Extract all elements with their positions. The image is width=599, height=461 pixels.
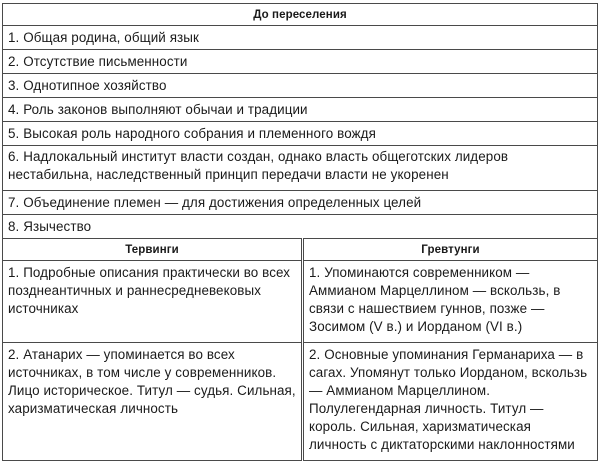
before-item-3: 3. Однотипное хозяйство bbox=[3, 74, 598, 98]
greutungi-cell-2: 2. Основные упоминания Германариха — в сагах. Упомянут только Иорданом, вскользь — Аммианом Марцеллином. Полулегендарная личность. Титул — король. Сильная, харизматическая личность с диктаторскими наклонностями bbox=[303, 343, 598, 461]
before-item-6: 6. Надлокальный институт власти создан, однако власть общеготских лидеров нестабильна, наследственный принцип передачи власти не укоренен bbox=[3, 146, 598, 191]
table-row bbox=[3, 26, 598, 50]
greutungi-cell-1: 1. Упоминаются современником — Аммианом Марцеллином — вскользь, в связи с нашествием гуннов, позже — Зосимом (V в.) и Иорданом (VI в.) bbox=[303, 261, 598, 343]
before-item-2: 2. Отсутствие письменности bbox=[3, 50, 598, 74]
before-item-4: 4. Роль законов выполняют обычаи и традиции bbox=[3, 98, 598, 122]
table-row bbox=[3, 50, 598, 74]
columns-header-row bbox=[3, 239, 598, 261]
before-header: До переселения bbox=[3, 4, 598, 26]
table-row bbox=[3, 261, 598, 343]
comparison-table bbox=[2, 3, 598, 461]
tervingi-cell-2: 2. Атанарих — упоминается во всех источниках, в том числе у современников. Лицо историческое. Титул — судья. Сильная, харизматическая личность bbox=[3, 343, 303, 461]
greutungi-header: Гревтунги bbox=[303, 239, 598, 261]
table-row bbox=[3, 215, 598, 239]
table-row bbox=[3, 191, 598, 215]
table-row bbox=[3, 343, 598, 461]
tervingi-cell-1: 1. Подробные описания практически во всех позднеантичных и раннесредневековых источниках bbox=[3, 261, 303, 343]
before-item-1: 1. Общая родина, общий язык bbox=[3, 26, 598, 50]
table-row bbox=[3, 74, 598, 98]
before-header-row bbox=[3, 4, 598, 26]
table-row bbox=[3, 98, 598, 122]
table-row bbox=[3, 122, 598, 146]
before-item-7: 7. Объединение племен — для достижения определенных целей bbox=[3, 191, 598, 215]
table-row bbox=[3, 146, 598, 191]
before-item-8: 8. Язычество bbox=[3, 215, 598, 239]
tervingi-header: Тервинги bbox=[3, 239, 303, 261]
before-item-5: 5. Высокая роль народного собрания и племенного вождя bbox=[3, 122, 598, 146]
